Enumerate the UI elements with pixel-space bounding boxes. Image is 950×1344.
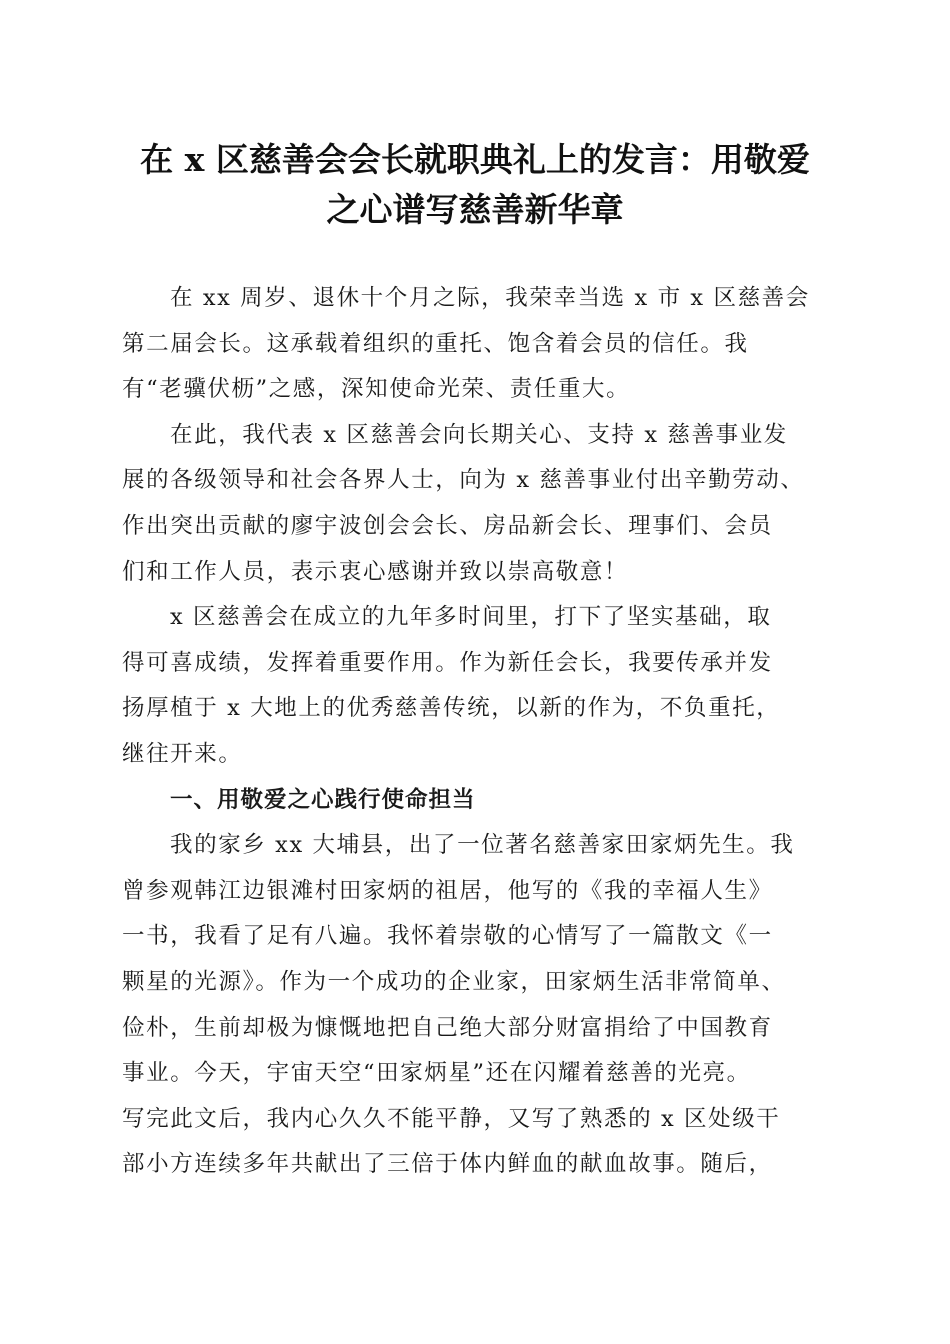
paragraph-line: 在 xx 周岁、退休十个月之际，我荣幸当选 x 市 x 区慈善会 [170, 285, 810, 311]
title-line-1: 在 x 区慈善会会长就职典礼上的发言：用敬爱 [140, 140, 810, 179]
paragraph-line: 有“老骥伏枥”之感，深知使命光荣、责任重大。 [122, 376, 631, 403]
paragraph-line: 一书，我看了足有八遍。我怀着崇敬的心情写了一篇散文《一 [122, 923, 773, 950]
paragraph [122, 823, 834, 1188]
document-title [100, 135, 850, 235]
paragraph-line: 作出突出贡献的廖宇波创会会长、房品新会长、理事们、会员 [122, 512, 773, 539]
section-heading [122, 778, 834, 824]
paragraph [122, 413, 834, 595]
paragraph-line: 事业。今天，宇宙天空“田家炳星”还在闪耀着慈善的光亮。 [122, 1060, 751, 1087]
paragraph-line: 部小方连续多年共献出了三倍于体内鲜血的献血故事。随后， [122, 1151, 773, 1178]
paragraph [122, 276, 834, 413]
paragraph-line: 在此，我代表 x 区慈善会向长期关心、支持 x 慈善事业发 [170, 421, 788, 448]
paragraph-line: 写完此文后，我内心久久不能平静，又写了熟悉的 x 区处级干 [122, 1105, 781, 1132]
paragraph-line: 颗星的光源》。作为一个成功的企业家，田家炳生活非常简单、 [122, 968, 786, 995]
paragraph-line: x 区慈善会在成立的九年多时间里，打下了坚实基础，取 [170, 604, 772, 631]
section-heading-text: 一、用敬爱之心践行使命担当 [170, 786, 476, 813]
paragraph-line: 得可喜成绩，发挥着重要作用。作为新任会长，我要传承并发 [122, 649, 773, 676]
paragraph-line: 继往开来。 [122, 740, 243, 767]
paragraph-line: 我的家乡 xx 大埔县，出了一位著名慈善家田家炳先生。我 [170, 832, 795, 859]
title-line-2: 之心谱写慈善新华章 [326, 190, 624, 229]
paragraph-line: 第二届会长。这承载着组织的重托、饱含着会员的信任。我 [122, 330, 749, 357]
paragraph [122, 595, 834, 777]
paragraph-line: 们和工作人员，表示衷心感谢并致以崇高敬意！ [122, 558, 629, 585]
paragraph-line: 曾参观韩江边银滩村田家炳的祖居，他写的《我的幸福人生》 [122, 877, 773, 904]
paragraph-line: 俭朴，生前却极为慷慨地把自己绝大部分财富捐给了中国教育 [122, 1014, 773, 1041]
paragraph-line: 展的各级领导和社会各界人士，向为 x 慈善事业付出辛勤劳动、 [122, 467, 805, 494]
paragraph-line: 扬厚植于 x 大地上的优秀慈善传统，以新的作为，不负重托， [122, 695, 781, 722]
document-body [122, 276, 834, 1188]
